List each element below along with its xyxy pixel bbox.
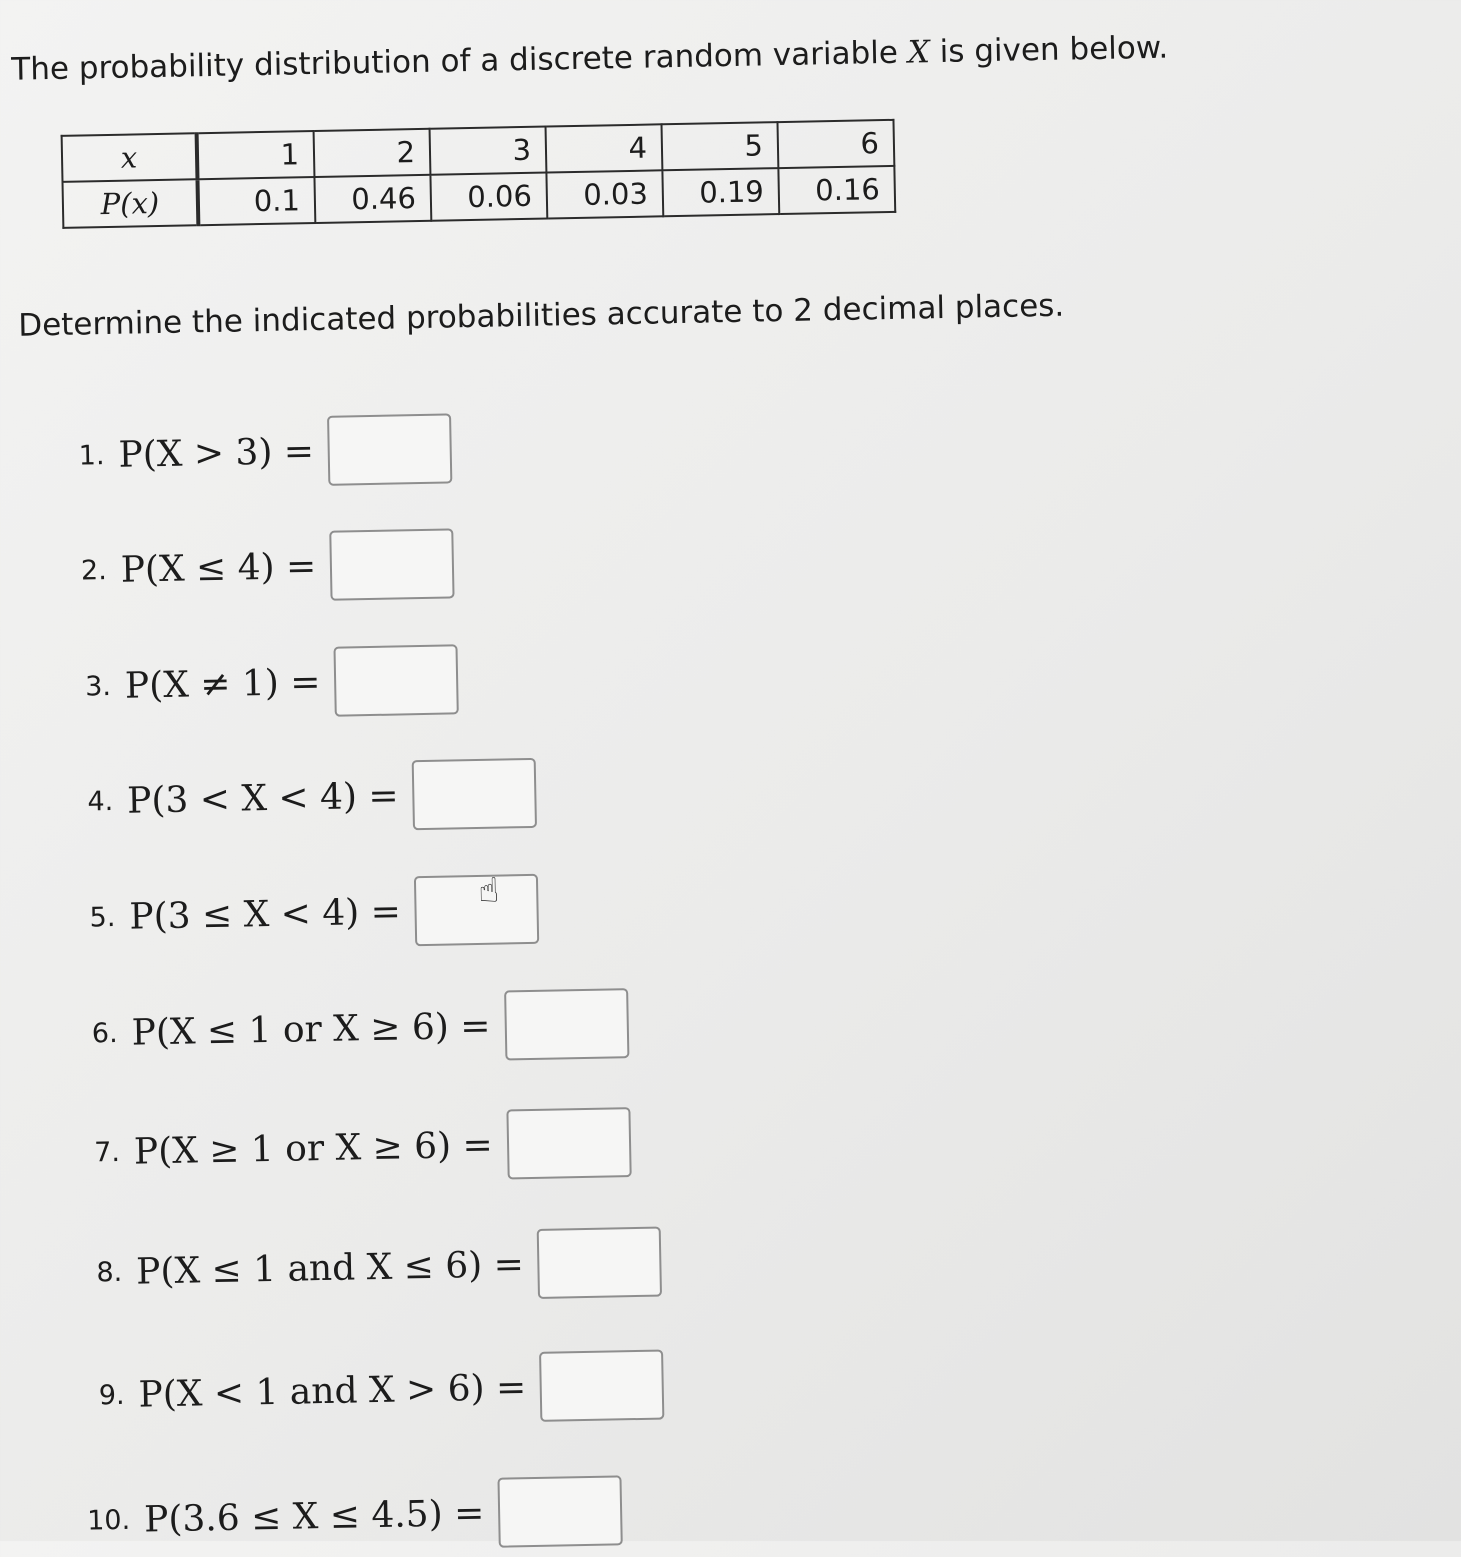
question-expression: P(3.6 ≤ X ≤ 4.5) = [143, 1492, 485, 1541]
answer-input-2[interactable] [330, 528, 455, 600]
instruction-text: Determine the indicated probabilities accurate to 2 decimal places. [17, 287, 1065, 344]
question-number: 7. [93, 1136, 121, 1168]
x-value-cell: 2 [314, 129, 431, 177]
question-3 [85, 644, 460, 721]
question-expression: P(X < 1 and X > 6) = [138, 1366, 527, 1416]
x-row-header: x [62, 133, 198, 182]
question-7 [93, 1107, 631, 1187]
question-9 [98, 1350, 665, 1431]
x-value-cell: 5 [662, 122, 779, 170]
x-value-cell: 1 [197, 131, 315, 179]
question-4 [87, 758, 537, 837]
question-2 [80, 528, 455, 605]
hand-pointer-icon: ☝ [478, 870, 500, 911]
question-1 [78, 413, 453, 490]
question-number: 10. [86, 1504, 131, 1537]
question-8 [96, 1227, 663, 1308]
answer-input-9[interactable] [539, 1350, 664, 1422]
intro-text-after: is given below. [929, 29, 1169, 71]
question-6 [91, 988, 629, 1068]
question-expression: P(X ≤ 1 and X ≤ 6) = [135, 1243, 525, 1293]
distribution-table [61, 119, 897, 229]
question-number: 2. [80, 554, 108, 587]
question-expression: P(3 < X < 4) = [126, 774, 399, 822]
p-row-header: P(x) [63, 179, 199, 228]
p-value-cell: 0.16 [778, 166, 895, 214]
p-value-cell: 0.1 [197, 177, 315, 225]
answer-input-5[interactable] [414, 870, 539, 946]
x-value-cell: 6 [777, 120, 894, 168]
question-expression: P(X ≤ 1 or X ≥ 6) = [131, 1005, 491, 1054]
question-expression: P(X > 3) = [118, 430, 315, 476]
x-value-cell: 3 [430, 127, 547, 175]
question-number: 1. [78, 439, 105, 472]
intro-text-before: The probability distribution of a discrete random variable [10, 34, 909, 88]
question-number: 4. [87, 785, 114, 817]
p-value-cell: 0.46 [314, 175, 431, 223]
answer-input-8[interactable] [537, 1227, 662, 1299]
answer-input-6[interactable] [504, 988, 629, 1060]
answer-input-3[interactable] [334, 644, 459, 716]
intro-text [11, 30, 1169, 88]
question-expression: P(X ≥ 1 or X ≥ 6) = [133, 1124, 494, 1173]
p-value-cell: 0.03 [546, 170, 663, 218]
question-number: 6. [91, 1017, 118, 1049]
question-number: 5. [89, 901, 116, 933]
question-expression: P(X ≤ 4) = [120, 545, 317, 591]
question-number: 8. [96, 1256, 123, 1288]
answer-input-1[interactable] [327, 413, 452, 485]
intro-variable: X [907, 34, 931, 71]
answer-input-10[interactable] [498, 1475, 623, 1547]
question-number: 9. [98, 1379, 125, 1411]
p-value-cell: 0.19 [662, 168, 779, 216]
question-expression: P(X ≠ 1) = [124, 661, 321, 707]
question-5 [89, 870, 539, 953]
answer-input-4[interactable] [412, 758, 537, 830]
x-value-cell: 4 [546, 124, 663, 172]
answer-input-7[interactable] [506, 1107, 631, 1179]
question-10 [87, 1475, 623, 1555]
question-number: 3. [84, 670, 112, 702]
question-expression: P(3 ≤ X < 4) = [128, 890, 402, 938]
p-value-cell: 0.06 [430, 173, 547, 221]
